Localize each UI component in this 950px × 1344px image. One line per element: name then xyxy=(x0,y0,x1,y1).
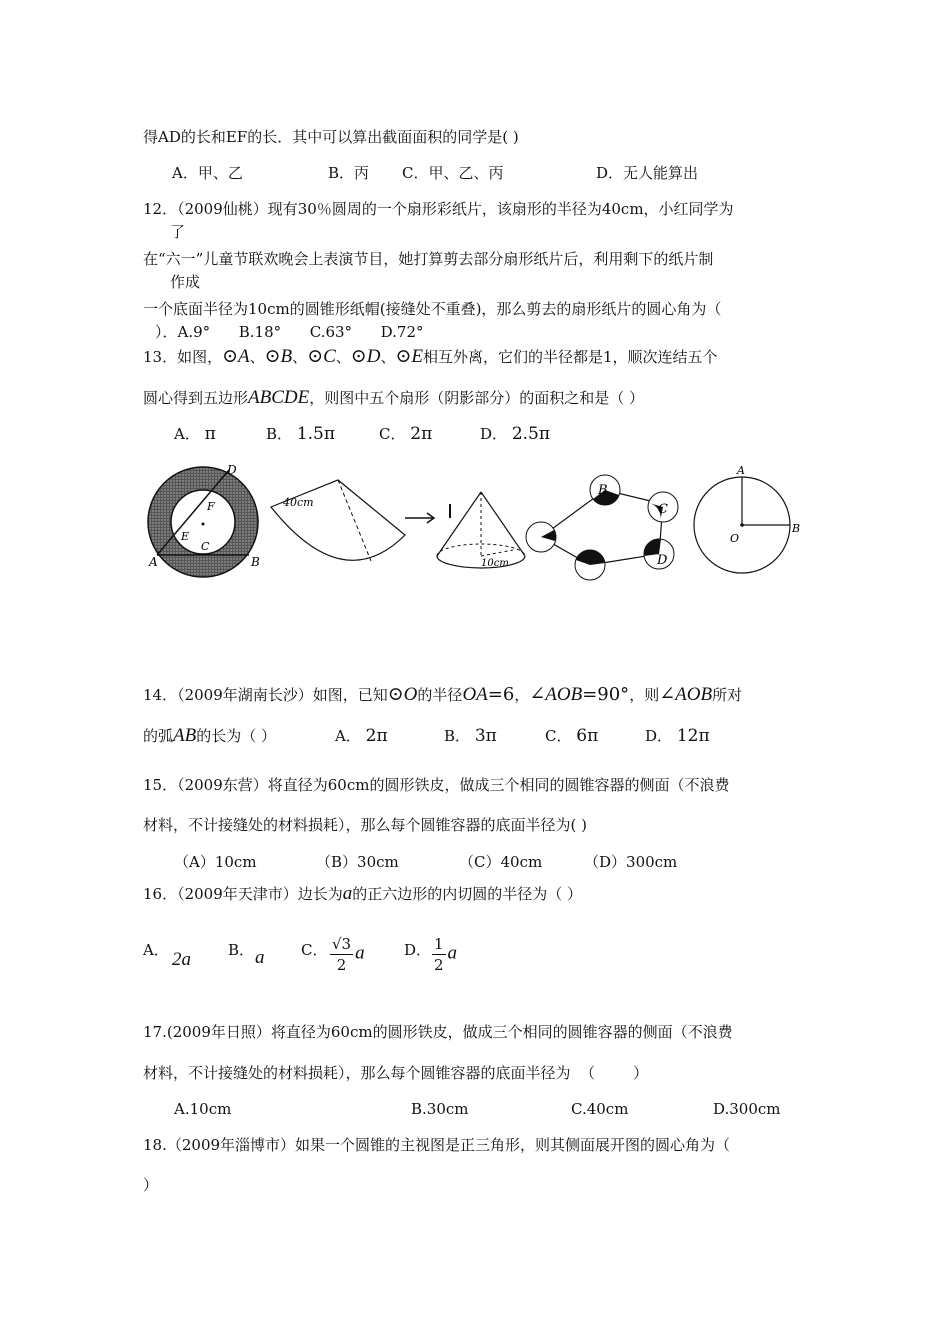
option-value: 3π xyxy=(474,726,497,746)
numerator: √3 xyxy=(332,935,352,953)
q14-option-b xyxy=(444,726,497,746)
pentagon-label-c: C xyxy=(658,502,668,517)
option-value: 2.5π xyxy=(511,424,551,444)
option-value: 12π xyxy=(676,726,710,746)
q16-option-b-letter: B． xyxy=(228,941,255,959)
q13-line1 xyxy=(143,347,718,367)
q17-option-d: D.300cm xyxy=(713,1100,781,1118)
var-a: a xyxy=(342,883,353,904)
q16-option-c-letter: C． xyxy=(301,941,328,959)
q15-option-d: （D）300cm xyxy=(584,853,678,871)
q18-line1: 18.（2009年淄博市）如果一个圆锥的主视图是正三角形，则其侧面展开图的圆心角为（ xyxy=(143,1136,731,1154)
q17-line1: 17.(2009年日照）将直径为60cm的圆形铁皮，做成三个相同的圆锥容器的侧面（不浪费 xyxy=(143,1023,733,1041)
q14-option-c xyxy=(545,726,598,746)
q12-line1: 12．（2009仙桃）现有30％圆周的一个扇形彩纸片，该扇形的半径为40cm，小红同学为 xyxy=(143,200,734,218)
q16-suffix: 的正六边形的内切圆的半径为（ ） xyxy=(352,885,583,903)
q13-prefix: 13．如图， xyxy=(143,348,223,366)
separator: 、 xyxy=(249,348,265,366)
separator: 、 xyxy=(335,348,351,366)
equation: =6 xyxy=(487,684,515,705)
q15-option-a: （A）10cm xyxy=(174,853,257,871)
q14-prefix: 14．（2009年湖南长沙）如图，已知 xyxy=(143,686,388,704)
q12-line2: 在“六一”儿童节联欢晚会上表演节目，她打算剪去部分扇形纸片后，利用剩下的纸片制 xyxy=(143,250,714,268)
q12-line4: ）．A.9° B.18° C.63° D.72° xyxy=(155,323,424,341)
option-value: 2π xyxy=(410,424,433,444)
q16-line1 xyxy=(143,884,582,904)
option-value: 6π xyxy=(576,726,599,746)
circle-o-figure xyxy=(694,464,800,573)
q11-option-d: D．无人能算出 xyxy=(596,164,699,182)
circle-e: ⊙E xyxy=(395,346,423,367)
option-letter: A． xyxy=(335,727,361,745)
sector-radius-label: 40cm xyxy=(283,496,314,509)
q14-text: 的长为（ ） xyxy=(196,727,277,745)
numerator: 1 xyxy=(434,935,444,953)
cone-figure xyxy=(437,492,525,569)
option-letter: D． xyxy=(480,425,508,443)
q11-option-b: B．丙 xyxy=(328,164,370,182)
option-letter: D． xyxy=(645,727,673,745)
q12-line2b: 作成 xyxy=(170,273,201,291)
option-letter: C． xyxy=(379,425,406,443)
q17-option-a: A.10cm xyxy=(174,1100,232,1118)
q14-line1: 14．（2009年湖南长沙）如图，已知⊙O的半径OA=6，∠AOB=90°，则∠AOB所对 xyxy=(143,684,743,705)
figures-row xyxy=(143,462,823,587)
option-letter: B． xyxy=(444,727,471,745)
circle-b: ⊙B xyxy=(264,346,293,367)
pentagon-label-d: D xyxy=(657,553,668,568)
q16-prefix: 16．（2009年天津市）边长为 xyxy=(143,885,343,903)
arc-ab: AB xyxy=(173,725,197,746)
q16-option-a-letter: A． xyxy=(143,941,169,959)
q12-line3: 一个底面半径为10cm的圆锥形纸帽(接缝处不重叠)，那么剪去的扇形纸片的圆心角为（ xyxy=(143,300,722,318)
arrow-icon xyxy=(405,504,450,523)
fraction xyxy=(330,934,353,975)
q15-line2: 材料，不计接缝处的材料损耗），那么每个圆锥容器的底面半径为( ) xyxy=(143,816,587,834)
pentagon-figure xyxy=(526,475,678,580)
q16-option-b-value: a xyxy=(255,947,265,968)
q13-option-c xyxy=(379,424,432,444)
q17-line2: 材料，不计接缝处的材料损耗），那么每个圆锥容器的底面半径为 （ ） xyxy=(143,1064,649,1082)
option-value: 1.5π xyxy=(296,424,336,444)
label-a: A xyxy=(149,555,158,569)
label-d: D xyxy=(227,463,237,477)
circle-o: ⊙O xyxy=(387,684,418,705)
q11-option-a: A．甲、乙 xyxy=(172,164,243,182)
q13-option-b xyxy=(266,424,335,444)
option-letter: C． xyxy=(545,727,572,745)
angle-aob: ∠AOB xyxy=(529,684,583,705)
var-a: a xyxy=(447,942,458,964)
fraction xyxy=(432,934,446,975)
equation: =90° xyxy=(582,684,630,705)
option-letter: A． xyxy=(174,425,200,443)
q14-text: ，则 xyxy=(629,686,660,704)
denominator: 2 xyxy=(434,956,444,974)
q14-option-a xyxy=(335,726,388,746)
label-b: B xyxy=(251,555,260,569)
q18-line2: ） xyxy=(143,1176,159,1194)
angle-aob: ∠AOB xyxy=(659,684,713,705)
q14-text: 的弧 xyxy=(143,727,174,745)
label-b: B xyxy=(792,522,801,535)
label-e: E xyxy=(181,530,190,543)
q17-option-b: B.30cm xyxy=(411,1100,469,1118)
q15-option-b: （B）30cm xyxy=(316,853,399,871)
q16-option-c-value xyxy=(328,934,365,975)
pentagon-label: ABCDE xyxy=(248,387,310,408)
q13-line2-text: 圆心得到五边形 xyxy=(143,389,249,407)
q11-text: 得AD的长和EF的长．其中可以算出截面面积的同学是( ) xyxy=(143,128,519,146)
label-f: F xyxy=(207,500,215,513)
var-a: a xyxy=(355,942,365,964)
q12-line1b: 了 xyxy=(170,223,186,241)
q13-suffix: 相互外离，它们的半径都是1，顺次连结五个 xyxy=(423,348,718,366)
ring-figure xyxy=(148,463,260,577)
q15-line1: 15．（2009东营）将直径为60cm的圆形铁皮，做成三个相同的圆锥容器的侧面（不浪费 xyxy=(143,776,730,794)
q17-option-c: C.40cm xyxy=(571,1100,629,1118)
separator: 、 xyxy=(292,348,308,366)
q13-line2-text2: ，则图中五个扇形（阴影部分）的面积之和是（ ） xyxy=(309,389,645,407)
q14-text: 所对 xyxy=(712,686,743,704)
circle-c: ⊙C xyxy=(307,346,336,367)
cone-radius-label: 10cm xyxy=(481,558,509,569)
circle-d: ⊙D xyxy=(350,346,381,367)
q14-line2 xyxy=(143,726,276,746)
q16-option-a-value: 2a xyxy=(172,949,191,970)
label-a: A xyxy=(737,464,745,477)
q16-option-d-letter: D． xyxy=(404,941,432,959)
pentagon-label-b: B xyxy=(598,483,608,498)
q13-option-a xyxy=(174,424,216,444)
segment-oa: OA xyxy=(462,684,488,705)
circle-a: ⊙A xyxy=(222,346,250,367)
q14-option-d xyxy=(645,726,710,746)
separator: 、 xyxy=(380,348,396,366)
option-letter: B． xyxy=(266,425,293,443)
q15-option-c: （C）40cm xyxy=(459,853,543,871)
q13-option-d xyxy=(480,424,550,444)
label-c: C xyxy=(201,540,210,553)
option-value: π xyxy=(204,424,216,444)
label-o: O xyxy=(730,532,740,545)
q11-option-c: C．甲、乙、丙 xyxy=(402,164,504,182)
option-value: 2π xyxy=(365,726,388,746)
q16-option-d-value xyxy=(430,934,457,975)
q13-line2 xyxy=(143,388,644,408)
sector-figure xyxy=(271,480,405,561)
q14-text: 的半径 xyxy=(417,686,463,704)
denominator: 2 xyxy=(336,956,347,974)
